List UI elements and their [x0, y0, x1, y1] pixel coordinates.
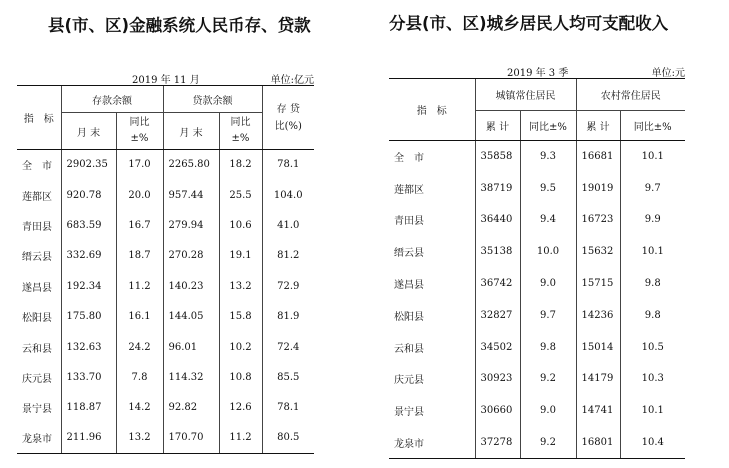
deposit-loan-deposit-cell: 175.80 [61, 301, 116, 331]
deposit-loan-loan-yoy-cell: 15.8 [219, 301, 262, 331]
deposit-loan-ratio-cell: 78.1 [262, 150, 314, 180]
deposit-loan-region-cell: 全 市 [22, 161, 52, 173]
rural-yoy-header: 同比±% [620, 111, 685, 141]
income-title: 分县(市、区)城乡居民人均可支配收入 [389, 14, 669, 33]
income-region-cell: 龙泉市 [389, 427, 475, 459]
income-rural-cell: 16681 [576, 141, 620, 173]
income-row [389, 363, 685, 395]
income-rural-cell: 14741 [576, 395, 620, 427]
income-row [389, 331, 685, 363]
income-row [389, 268, 685, 300]
income-region-cell: 全 市 [394, 153, 424, 165]
deposit-loan-ratio-cell: 80.5 [262, 423, 314, 453]
income-table [389, 78, 685, 459]
deposit-loan-row [17, 180, 314, 210]
income-region-cell: 庆元县 [394, 375, 424, 387]
income-rural-cell: 19019 [576, 172, 620, 204]
deposit-loan-deposit-yoy-cell: 24.2 [116, 332, 163, 362]
deposit-loan-deposit-yoy-cell: 17.0 [116, 150, 163, 180]
income-rural-cell: 16723 [576, 204, 620, 236]
income-rural-cell: 14236 [576, 299, 620, 331]
income-urban-cell: 35858 [475, 141, 520, 173]
income-urban-yoy-cell: 9.7 [520, 299, 576, 331]
deposit-loan-loan-yoy-cell: 12.6 [219, 393, 262, 423]
deposit-loan-loan-cell: 96.01 [163, 332, 219, 362]
deposit-loan-deposit-yoy-cell: 11.2 [116, 271, 163, 301]
income-rural-yoy-cell: 9.9 [620, 204, 685, 236]
income-urban-yoy-cell: 9.2 [520, 363, 576, 395]
income-rural-yoy-cell: 10.4 [620, 427, 685, 459]
deposit-loan-loan-cell: 92.82 [163, 393, 219, 423]
deposit-loan-row [17, 423, 314, 453]
deposit-loan-row [17, 210, 314, 240]
income-region-cell: 松阳县 [394, 311, 424, 323]
income-urban-cell: 32827 [475, 299, 520, 331]
rural-group-header: 农村常住居民 [576, 79, 685, 111]
deposit-loan-deposit-cell: 211.96 [61, 423, 116, 453]
income-rural-yoy-cell: 10.5 [620, 331, 685, 363]
loan-month-end-header: 月 末 [163, 113, 219, 150]
income-region-cell: 云和县 [394, 343, 424, 355]
income-rural-yoy-cell: 10.1 [620, 395, 685, 427]
income-rural-yoy-cell: 9.8 [620, 268, 685, 300]
indicator-header: 指 标 [17, 86, 61, 150]
income-rural-yoy-cell: 10.3 [620, 363, 685, 395]
deposit-loan-deposit-yoy-cell: 7.8 [116, 362, 163, 392]
income-rural-yoy-cell: 9.8 [620, 299, 685, 331]
deposit-loan-loan-cell: 279.94 [163, 210, 219, 240]
deposit-loan-region-cell: 云和县 [22, 343, 52, 355]
deposit-loan-loan-cell: 144.05 [163, 301, 219, 331]
deposit-loan-deposit-cell: 133.70 [61, 362, 116, 392]
deposit-loan-deposit-cell: 332.69 [61, 241, 116, 271]
deposit-loan-row [17, 241, 314, 271]
deposit-loan-deposit-cell: 118.87 [61, 393, 116, 423]
deposit-loan-deposit-yoy-cell: 18.7 [116, 241, 163, 271]
deposit-loan-loan-yoy-cell: 10.8 [219, 362, 262, 392]
deposit-loan-loan-yoy-cell: 11.2 [219, 423, 262, 453]
deposit-loan-title: 县(市、区)金融系统人民币存、贷款 [48, 16, 311, 35]
income-row [389, 427, 685, 459]
deposit-loan-loan-yoy-cell: 10.6 [219, 210, 262, 240]
deposit-loan-loan-yoy-cell: 18.2 [219, 150, 262, 180]
income-rural-cell: 15715 [576, 268, 620, 300]
deposit-loan-loan-yoy-cell: 25.5 [219, 180, 262, 210]
income-urban-cell: 34502 [475, 331, 520, 363]
income-rural-cell: 14179 [576, 363, 620, 395]
income-rural-cell: 16801 [576, 427, 620, 459]
deposit-loan-row [17, 301, 314, 331]
income-urban-yoy-cell: 9.4 [520, 204, 576, 236]
deposit-yoy-header: 同比 ±% [116, 113, 163, 150]
income-row [389, 141, 685, 173]
income-indicator-header: 指 标 [389, 79, 475, 141]
income-unit: 单位:元 [651, 68, 685, 79]
income-urban-yoy-cell: 9.3 [520, 141, 576, 173]
deposit-loan-region-cell: 遂昌县 [22, 282, 52, 294]
deposit-loan-deposit-yoy-cell: 16.7 [116, 210, 163, 240]
income-row [389, 236, 685, 268]
deposit-loan-ratio-cell: 81.2 [262, 241, 314, 271]
deposit-loan-region-cell: 景宁县 [22, 404, 52, 416]
income-urban-yoy-cell: 9.5 [520, 172, 576, 204]
income-rural-cell: 15014 [576, 331, 620, 363]
deposit-month-end-header: 月 末 [61, 113, 116, 150]
deposit-loan-ratio-cell: 104.0 [262, 180, 314, 210]
deposit-loan-loan-yoy-cell: 10.2 [219, 332, 262, 362]
income-urban-cell: 30923 [475, 363, 520, 395]
income-period: 2019 年 3 季 [507, 68, 569, 79]
deposit-loan-loan-cell: 2265.80 [163, 150, 219, 180]
income-urban-cell: 36440 [475, 204, 520, 236]
deposit-loan-loan-cell: 270.28 [163, 241, 219, 271]
income-urban-cell: 38719 [475, 172, 520, 204]
deposit-loan-region-cell: 庆元县 [22, 373, 52, 385]
deposit-loan-deposit-yoy-cell: 20.0 [116, 180, 163, 210]
deposit-loan-deposit-cell: 683.59 [61, 210, 116, 240]
deposit-loan-ratio-cell: 78.1 [262, 393, 314, 423]
income-row [389, 204, 685, 236]
income-rural-yoy-cell: 10.1 [620, 141, 685, 173]
income-rural-yoy-cell: 9.7 [620, 172, 685, 204]
deposit-loan-row [17, 271, 314, 301]
deposit-group-header: 存款余额 [61, 86, 163, 113]
income-row [389, 395, 685, 427]
deposit-loan-row [17, 393, 314, 423]
loan-yoy-header: 同比 ±% [219, 113, 262, 150]
income-urban-cell: 37278 [475, 427, 520, 459]
deposit-loan-ratio-cell: 81.9 [262, 301, 314, 331]
deposit-loan-deposit-yoy-cell: 16.1 [116, 301, 163, 331]
income-urban-yoy-cell: 9.8 [520, 331, 576, 363]
income-region-cell: 景宁县 [394, 407, 424, 419]
deposit-loan-ratio-cell: 72.9 [262, 271, 314, 301]
income-row [389, 172, 685, 204]
income-urban-cell: 35138 [475, 236, 520, 268]
deposit-loan-loan-yoy-cell: 19.1 [219, 241, 262, 271]
deposit-loan-region-cell: 松阳县 [22, 313, 52, 325]
income-region-cell: 遂昌县 [394, 280, 424, 292]
deposit-loan-loan-cell: 170.70 [163, 423, 219, 453]
deposit-loan-table [17, 85, 314, 454]
income-urban-yoy-cell: 9.0 [520, 395, 576, 427]
deposit-loan-deposit-cell: 192.34 [61, 271, 116, 301]
deposit-loan-row [17, 362, 314, 392]
deposit-loan-region-cell: 龙泉市 [17, 423, 61, 453]
ratio-header: 存 贷 比(%) [262, 86, 314, 150]
deposit-loan-ratio-cell: 85.5 [262, 362, 314, 392]
income-urban-yoy-cell: 10.0 [520, 236, 576, 268]
deposit-loan-deposit-cell: 920.78 [61, 180, 116, 210]
urban-group-header: 城镇常住居民 [475, 79, 576, 111]
deposit-loan-loan-cell: 957.44 [163, 180, 219, 210]
income-urban-yoy-cell: 9.2 [520, 427, 576, 459]
deposit-loan-unit: 单位:亿元 [270, 75, 314, 86]
income-rural-cell: 15632 [576, 236, 620, 268]
deposit-loan-deposit-yoy-cell: 13.2 [116, 423, 163, 453]
deposit-loan-loan-yoy-cell: 13.2 [219, 271, 262, 301]
income-region-cell: 缙云县 [394, 248, 424, 260]
urban-cumulative-header: 累 计 [475, 111, 520, 141]
income-row [389, 299, 685, 331]
deposit-loan-deposit-yoy-cell: 14.2 [116, 393, 163, 423]
loan-group-header: 贷款余额 [163, 86, 262, 113]
deposit-loan-region-cell: 莲都区 [22, 191, 52, 203]
deposit-loan-row [17, 332, 314, 362]
income-region-cell: 青田县 [394, 216, 424, 228]
income-urban-cell: 30660 [475, 395, 520, 427]
deposit-loan-row [17, 150, 314, 180]
income-urban-cell: 36742 [475, 268, 520, 300]
deposit-loan-loan-cell: 140.23 [163, 271, 219, 301]
income-region-cell: 莲都区 [394, 184, 424, 196]
deposit-loan-ratio-cell: 41.0 [262, 210, 314, 240]
income-rural-yoy-cell: 10.1 [620, 236, 685, 268]
deposit-loan-region-cell: 青田县 [22, 221, 52, 233]
urban-yoy-header: 同比±% [520, 111, 576, 141]
rural-cumulative-header: 累 计 [576, 111, 620, 141]
income-urban-yoy-cell: 9.0 [520, 268, 576, 300]
deposit-loan-loan-cell: 114.32 [163, 362, 219, 392]
deposit-loan-region-cell: 缙云县 [22, 252, 52, 264]
deposit-loan-deposit-cell: 2902.35 [61, 150, 116, 180]
deposit-loan-period: 2019 年 11 月 [132, 75, 200, 86]
deposit-loan-deposit-cell: 132.63 [61, 332, 116, 362]
deposit-loan-ratio-cell: 72.4 [262, 332, 314, 362]
